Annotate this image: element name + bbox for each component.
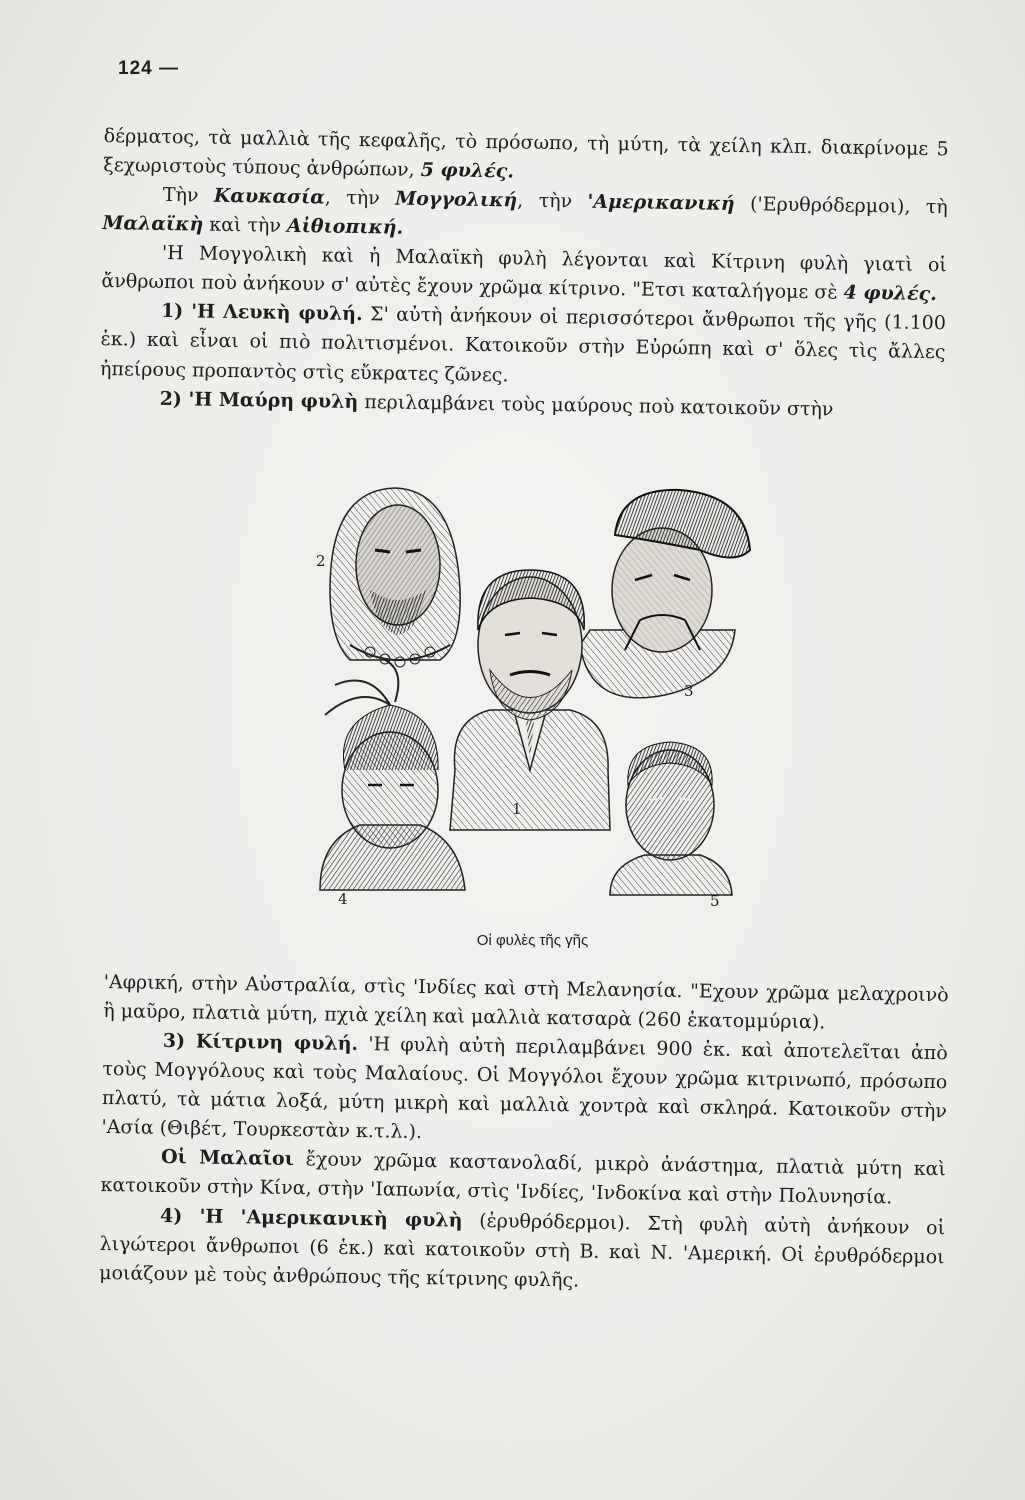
- races-illustration: [290, 470, 760, 920]
- text-run: Μαλαϊκὴ: [102, 212, 204, 236]
- text-run: 2) 'Η Μαύρη φυλὴ: [159, 387, 359, 413]
- page-number: 124 —: [118, 58, 179, 79]
- text-run: 'Αφρική, στὴν Αὐστραλία, στὶς 'Ινδίες καὶ στὴ Μελανησία. "Εχουν χρῶμα μελαχροινὸ ἢ μαῦρο, πλατιὰ μύτη, πχιὰ χείλη καὶ μαλλιὰ κατσαρὰ (260 ἑκατομμύρια).: [103, 970, 949, 1034]
- text-run: 4 φυλές.: [843, 281, 937, 306]
- text-run: 5 φυλές.: [420, 159, 515, 183]
- text-run: 'Η φυλὴ αὐτὴ περιλαμβάνει 900 ἑκ. καὶ ἀποτελεῖται ἀπὸ τοὺς Μογγόλους καὶ τοὺς Μαλαίους. Οἱ Μογγόλοι ἔχουν χρῶμα κιτρινωπό, πρόσωπο πλατύ, τὰ μάτια λοξά, μύτη μικρὴ καὶ μαλλιὰ χοντρὰ καὶ σκληρά. Κατοικοῦν στὴν 'Ασία (Θιβέτ, Τουρκεστὰν κ.τ.λ.).: [101, 1033, 948, 1144]
- text-run: Μογγολική: [395, 187, 518, 212]
- text-run: , τὴν: [517, 189, 588, 213]
- paragraph: [101, 1026, 948, 1156]
- text-run: Αἰθιοπική.: [286, 215, 404, 239]
- figure-caption: Οἱ φυλὲς τῆς γῆς: [476, 932, 589, 949]
- figure-label-1: 1: [512, 800, 522, 818]
- text-run: 1) 'Η Λευκὴ φυλή.: [160, 300, 363, 326]
- text-run: δέρματος, τὰ μαλλιὰ τῆς κεφαλῆς, τὸ πρόσωπο, τὴ μύτη, τὰ χείλη κλπ. διακρίνομε 5 ξεχωριστοὺς τύπους ἀνθρώπων,: [103, 124, 949, 182]
- text-run: , τὴν: [324, 186, 396, 210]
- text-run: Καυκασία: [213, 184, 326, 209]
- text-run: 'Αμερικανική: [587, 190, 735, 216]
- portrait-3: [580, 490, 750, 698]
- text-block-top: [99, 122, 948, 426]
- text-run: Τὴν: [162, 184, 215, 207]
- text-run: 3) Κίτρινη φυλή.: [162, 1030, 359, 1056]
- portrait-5: [610, 742, 732, 895]
- figure-label-4: 4: [338, 890, 348, 908]
- portrait-2: [330, 488, 460, 667]
- text-block-bottom: [99, 968, 949, 1301]
- portrait-4: [320, 660, 465, 890]
- figure-label-5: 5: [710, 892, 720, 910]
- text-run: (ἐρυθρόδερμοι). Στὴ φυλὴ αὐτὴ ἀνήκουν οἱ λιγώτεροι ἄνθρωποι (6 ἑκ.) καὶ κατοικοῦν στὴ Β. καὶ Ν. 'Αμερική. Οἱ ἐρυθρόδερμοι μοιάζουν μὲ τοὺς ἀνθρώπους τῆς κίτρινης φυλῆς.: [99, 1209, 946, 1292]
- text-run: ('Ερυθρόδερμοι), τὴ: [734, 193, 948, 219]
- figure-label-3: 3: [684, 682, 694, 700]
- figure-label-2: 2: [316, 552, 326, 570]
- text-run: περιλαμβάνει τοὺς μαύρους ποὺ κατοικοῦν στὴν: [358, 390, 834, 421]
- text-run: Οἱ Μαλαῖοι: [160, 1146, 295, 1171]
- text-run: 4) 'Η 'Αμερικανικὴ φυλὴ: [159, 1204, 463, 1232]
- paragraph: [100, 296, 946, 396]
- portrait-1: [450, 570, 610, 830]
- text-run: 'Η Μογγολικὴ καὶ ἡ Μαλαϊκὴ φυλὴ λέγονται καὶ Κίτρινη φυλὴ γιατὶ οἱ ἄνθρωποι ποὺ ἀνήκουν σ' αὐτὲς ἔχουν χρῶμα κίτρινο. "Ετσι καταλήγομε σὲ: [101, 242, 948, 304]
- text-run: καὶ τὴν: [203, 213, 288, 238]
- paragraph: [99, 1200, 945, 1300]
- text-run: ἔχουν χρῶμα καστανολαδί, μικρὸ ἀνάστημα, πλατιὰ μύτη καὶ κατοικοῦν στὴν Κίνα, στὴν 'Ιαπωνία, στὶς 'Ινδίες, 'Ινδοκίνα καὶ στὴν Πολυνησία.: [100, 1148, 947, 1209]
- text-run: Σ' αὐτὴ ἀνήκουν οἱ περισσότεροι ἄνθρωποι τῆς γῆς (1.100 ἑκ.) καὶ εἶναι οἱ πιὸ πολιτισμένοι. Κατοικοῦν στὴν Εὐρώπη καὶ σ' ὅλες τὶς ἄλλες ἠπείρους προπαντὸς στὶς εὔκρατες ζῶνες.: [99, 303, 947, 386]
